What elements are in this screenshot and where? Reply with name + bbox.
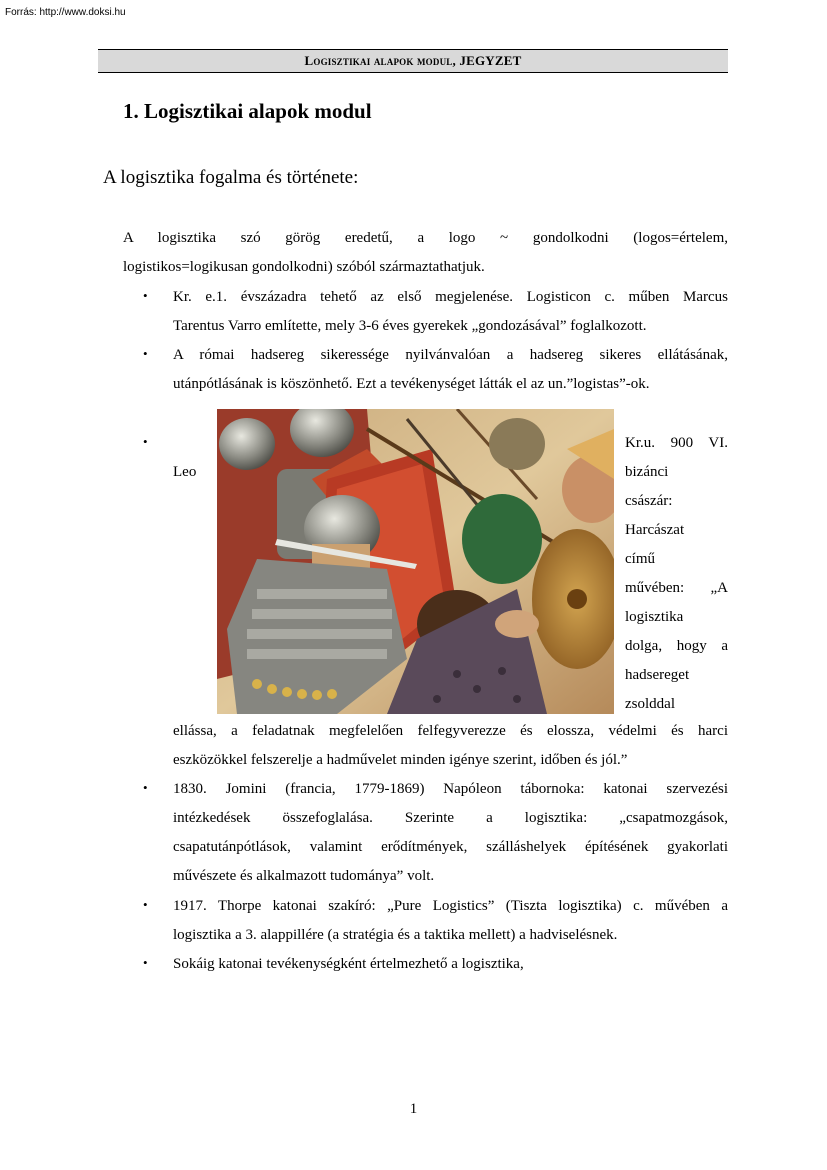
item-line: utánpótlásának is köszönhető. Ezt a tevékenységet látták el az un.”logistas”-ok. <box>173 376 650 392</box>
source-label: Forrás: http://www.doksi.hu <box>5 7 126 18</box>
item-line: Kr. e.1. évszázadra tehető az első megjelenése. Logisticon c. műben Marcus <box>173 289 728 305</box>
section-title: A logisztika fogalma és története: <box>103 167 359 188</box>
figure-side-text <box>625 429 728 719</box>
item-line: intézkedések összefoglalása. Szerinte a logisztika: „csapatmozgások, <box>173 810 728 826</box>
bullet-icon: • <box>143 897 148 912</box>
item-line: A római hadsereg sikeressége nyilvánvalóan a hadsereg sikeres ellátásának, <box>173 347 728 363</box>
side-line: zsolddal <box>625 696 675 712</box>
item-line: logisztika a 3. alappillére (a stratégia és a taktika mellett) a hadviselésnek. <box>173 927 618 943</box>
list-item <box>173 892 728 950</box>
item-line: 1830. Jomini (francia, 1779-1869) Napóleon tábornoka: katonai szervezési <box>173 781 728 797</box>
item-line: csapatutánpótlások, valamint erődítmények, szálláshelyek építésének gyakorlati <box>173 839 728 855</box>
item-line: művészete és alkalmazott tudománya” volt. <box>173 868 435 884</box>
bullet-icon: • <box>143 780 148 795</box>
header-suffix: , JEGYZET <box>452 53 522 68</box>
intro-line: A logisztika szó görög eredetű, a logo ~ gondolkodni (logos=értelem, <box>123 230 728 246</box>
item-left-word: Leo <box>173 464 197 480</box>
item-line: Tarentus Varro említette, mely 3-6 éves gyerekek „gondozásával” foglalkozott. <box>173 318 647 334</box>
chapter-title: 1. Logisztikai alapok modul <box>123 99 372 123</box>
bullet-icon: • <box>143 955 148 970</box>
side-line: művében: „A <box>625 580 728 596</box>
item-line: Sokáig katonai tevékenységként értelmezhető a logisztika, <box>173 956 524 972</box>
item-line: ellássa, a feladatnak megfelelően felfegyverezze és elossza, védelmi és harci <box>173 723 728 739</box>
side-line: című <box>625 551 655 567</box>
battle-illustration <box>217 409 614 714</box>
side-line: hadsereget <box>625 667 690 683</box>
side-line: dolga, hogy a <box>625 638 728 654</box>
intro-paragraph <box>123 224 728 282</box>
list-item <box>173 283 728 341</box>
page-number: 1 <box>409 1101 418 1117</box>
list-item <box>173 341 728 399</box>
header-title: Logisztikai alapok modul <box>304 53 453 68</box>
side-line: Kr.u. 900 VI. <box>625 435 728 451</box>
side-line: logisztika <box>625 609 684 625</box>
bullet-icon: • <box>143 434 148 449</box>
side-line: Harcászat <box>625 522 685 538</box>
running-header <box>98 49 728 73</box>
list-item-continuation <box>173 717 728 775</box>
bullet-icon: • <box>143 288 148 303</box>
side-line: császár: <box>625 493 673 509</box>
list-item <box>173 950 728 979</box>
side-line: bizánci <box>625 464 669 480</box>
roman-battle-image <box>217 409 614 714</box>
bullet-icon: • <box>143 346 148 361</box>
list-item <box>173 775 728 891</box>
item-line: 1917. Thorpe katonai szakíró: „Pure Logistics” (Tiszta logisztika) c. művében a <box>173 898 728 914</box>
item-line: eszközökkel felszerelje a hadművelet minden igénye szerint, időben és jól.” <box>173 752 628 768</box>
intro-line: logistikos=logikusan gondolkodni) szóból származtathatjuk. <box>123 259 485 275</box>
